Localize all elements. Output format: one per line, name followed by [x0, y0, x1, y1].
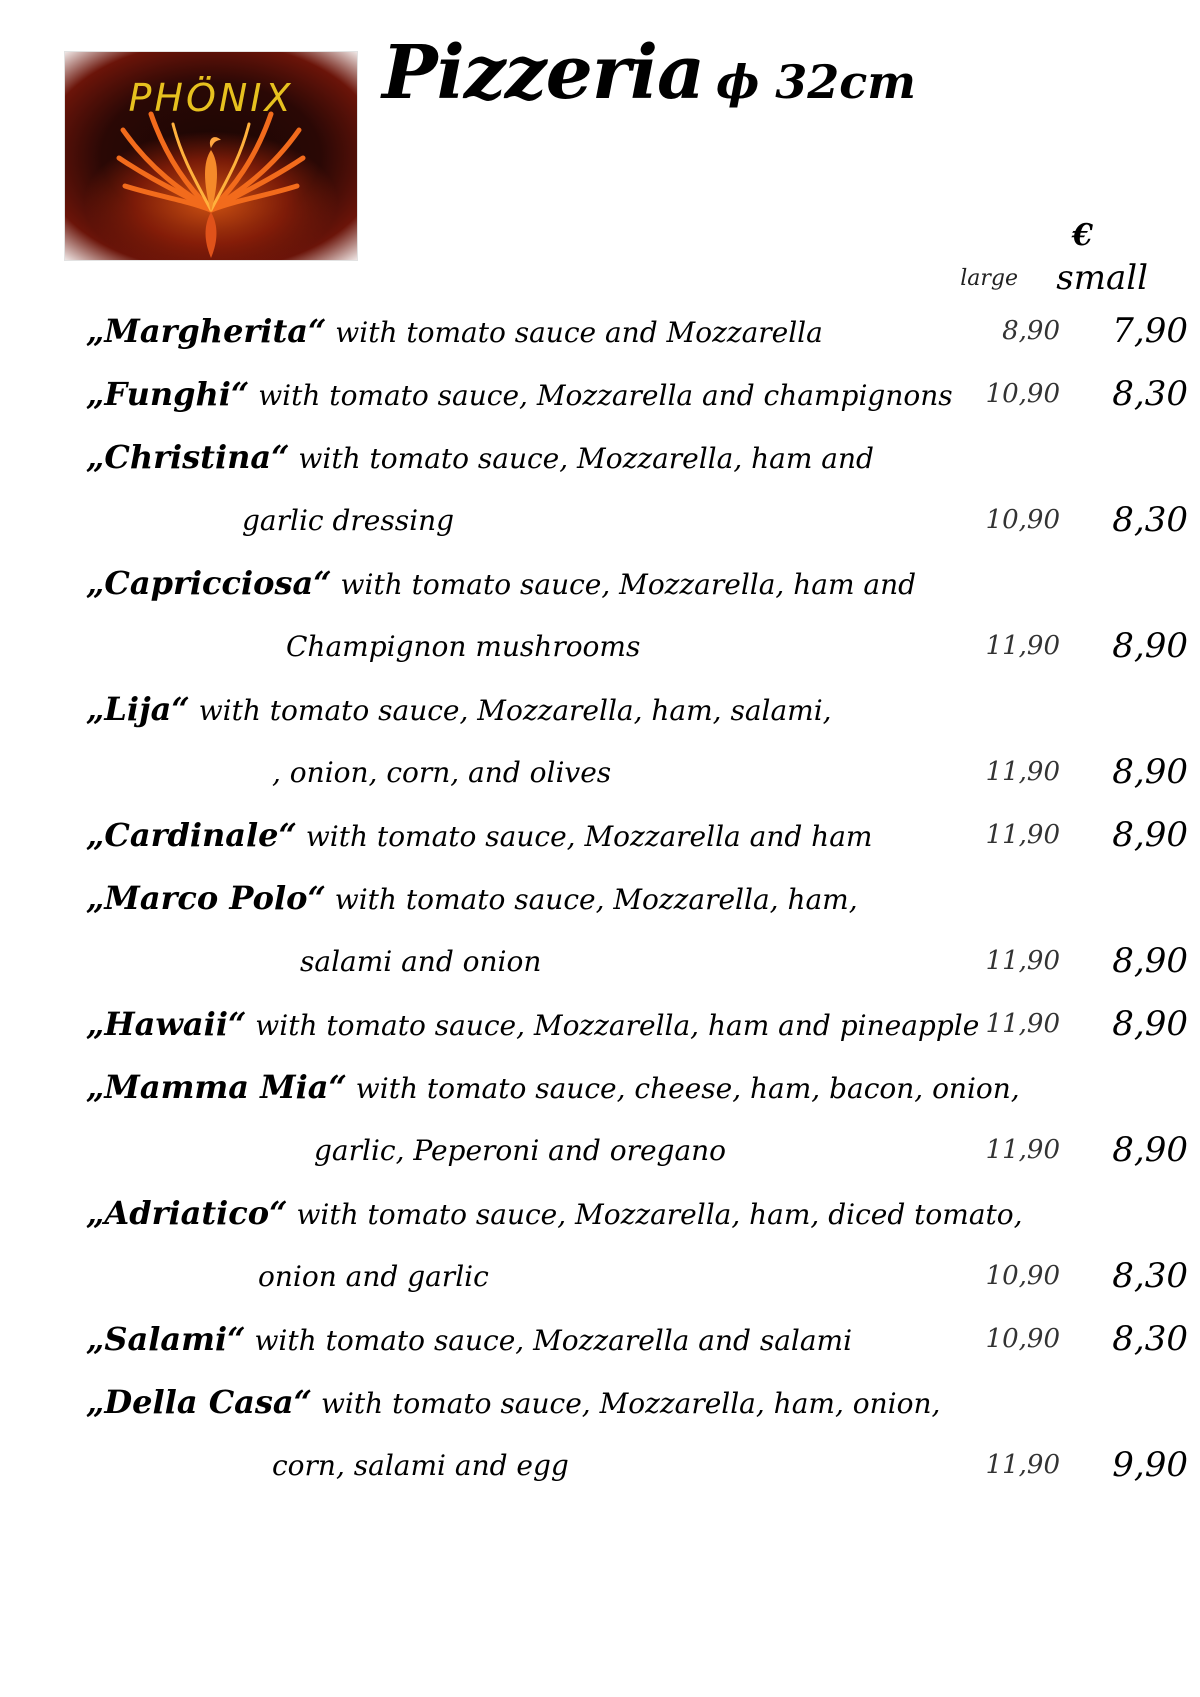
pizza-description: with tomato sauce, Mozzarella, ham and — [298, 442, 874, 475]
pizza-description: with tomato sauce, Mozzarella, ham, diced tomato, — [296, 1198, 1023, 1231]
menu-item — [86, 552, 1156, 615]
menu-item — [86, 426, 1156, 489]
pizza-name: „Marco Polo“ — [86, 879, 326, 917]
column-header-small: small — [1056, 258, 1148, 298]
menu-item-continuation — [86, 930, 1188, 993]
column-header-large: large — [960, 266, 1018, 291]
price-large: 11,90 — [985, 631, 1060, 661]
price-large: 11,90 — [985, 1450, 1060, 1480]
menu-item-continuation — [86, 489, 1188, 552]
price-small: 8,90 — [1112, 626, 1188, 666]
pizza-name: „Funghi“ — [86, 375, 250, 413]
pizza-description: with tomato sauce, Mozzarella, ham, — [334, 883, 858, 916]
price-small: 8,90 — [1112, 815, 1188, 855]
menu-item — [86, 993, 1188, 1056]
pizza-name: „Capricciosa“ — [86, 564, 332, 602]
price-small: 8,30 — [1112, 1256, 1188, 1296]
menu-item — [86, 1371, 1156, 1434]
menu-item — [86, 1182, 1156, 1245]
pizza-description-continued: , onion, corn, and olives — [272, 756, 612, 789]
menu-item — [86, 1308, 1188, 1371]
phoenix-icon — [111, 90, 311, 260]
pizza-description: with tomato sauce, Mozzarella and ham — [305, 820, 873, 853]
price-small: 8,90 — [1112, 1004, 1188, 1044]
menu-item-continuation — [86, 1119, 1188, 1182]
price-large: 11,90 — [985, 946, 1060, 976]
menu-item-continuation — [86, 1434, 1188, 1497]
pizza-name: „Lija“ — [86, 690, 190, 728]
price-large: 11,90 — [985, 820, 1060, 850]
currency-label: € — [1072, 218, 1093, 253]
menu-title — [382, 30, 916, 116]
pizza-size: ϕ 32cm — [715, 55, 916, 109]
pizza-name: „Cardinale“ — [86, 816, 297, 854]
menu-item — [86, 363, 1188, 426]
price-small: 9,90 — [1112, 1445, 1188, 1485]
price-large: 11,90 — [985, 757, 1060, 787]
title-text: Pizzeria — [382, 30, 704, 116]
price-large: 10,90 — [985, 1261, 1060, 1291]
pizza-description: with tomato sauce, Mozzarella and champignons — [258, 379, 953, 412]
pizza-description-continued: corn, salami and egg — [272, 1449, 569, 1482]
pizza-description: with tomato sauce, Mozzarella and salami — [254, 1324, 853, 1357]
price-small: 8,30 — [1112, 1319, 1188, 1359]
pizza-name: „Christina“ — [86, 438, 290, 476]
price-small: 7,90 — [1112, 311, 1188, 351]
menu-item — [86, 867, 1156, 930]
price-large: 11,90 — [985, 1135, 1060, 1165]
pizza-description: with tomato sauce, Mozzarella, ham, onion, — [320, 1387, 941, 1420]
price-small: 8,30 — [1112, 374, 1188, 414]
price-large: 10,90 — [985, 505, 1060, 535]
price-small: 8,90 — [1112, 1130, 1188, 1170]
menu-item — [86, 804, 1188, 867]
price-large: 10,90 — [985, 1324, 1060, 1354]
price-small: 8,90 — [1112, 752, 1188, 792]
pizza-description: with tomato sauce, Mozzarella, ham, salami, — [198, 694, 832, 727]
pizza-description-continued: Champignon mushrooms — [286, 630, 641, 663]
price-small: 8,30 — [1112, 500, 1188, 540]
pizza-description: with tomato sauce and Mozzarella — [335, 316, 823, 349]
pizza-description: with tomato sauce, Mozzarella, ham and — [340, 568, 917, 601]
pizza-description: with tomato sauce, Mozzarella, ham and pineapple — [255, 1009, 980, 1042]
pizza-name: „Adriatico“ — [86, 1194, 288, 1232]
menu-item-continuation — [86, 615, 1188, 678]
pizza-description-continued: onion and garlic — [258, 1260, 489, 1293]
pizza-description: with tomato sauce, cheese, ham, bacon, onion, — [355, 1072, 1020, 1105]
menu-item — [86, 300, 1188, 363]
pizza-description-continued: garlic, Peperoni and oregano — [314, 1134, 727, 1167]
pizza-name: „Della Casa“ — [86, 1383, 313, 1421]
price-large: 8,90 — [1002, 316, 1060, 346]
pizza-description-continued: salami and onion — [300, 945, 542, 978]
restaurant-logo — [64, 51, 358, 261]
pizza-name: „Mamma Mia“ — [86, 1068, 347, 1106]
menu-item-continuation — [86, 1245, 1188, 1308]
pizza-menu — [86, 300, 1188, 1497]
pizza-name: „Margherita“ — [86, 312, 327, 350]
pizza-description-continued: garlic dressing — [242, 504, 455, 537]
menu-item — [86, 1056, 1156, 1119]
menu-item-continuation — [86, 741, 1188, 804]
price-large: 11,90 — [985, 1009, 1060, 1039]
pizza-name: „Salami“ — [86, 1320, 246, 1358]
menu-item — [86, 678, 1156, 741]
price-small: 8,90 — [1112, 941, 1188, 981]
pizza-name: „Hawaii“ — [86, 1005, 247, 1043]
logo-text: PHÖNIX — [128, 76, 294, 120]
price-large: 10,90 — [985, 379, 1060, 409]
